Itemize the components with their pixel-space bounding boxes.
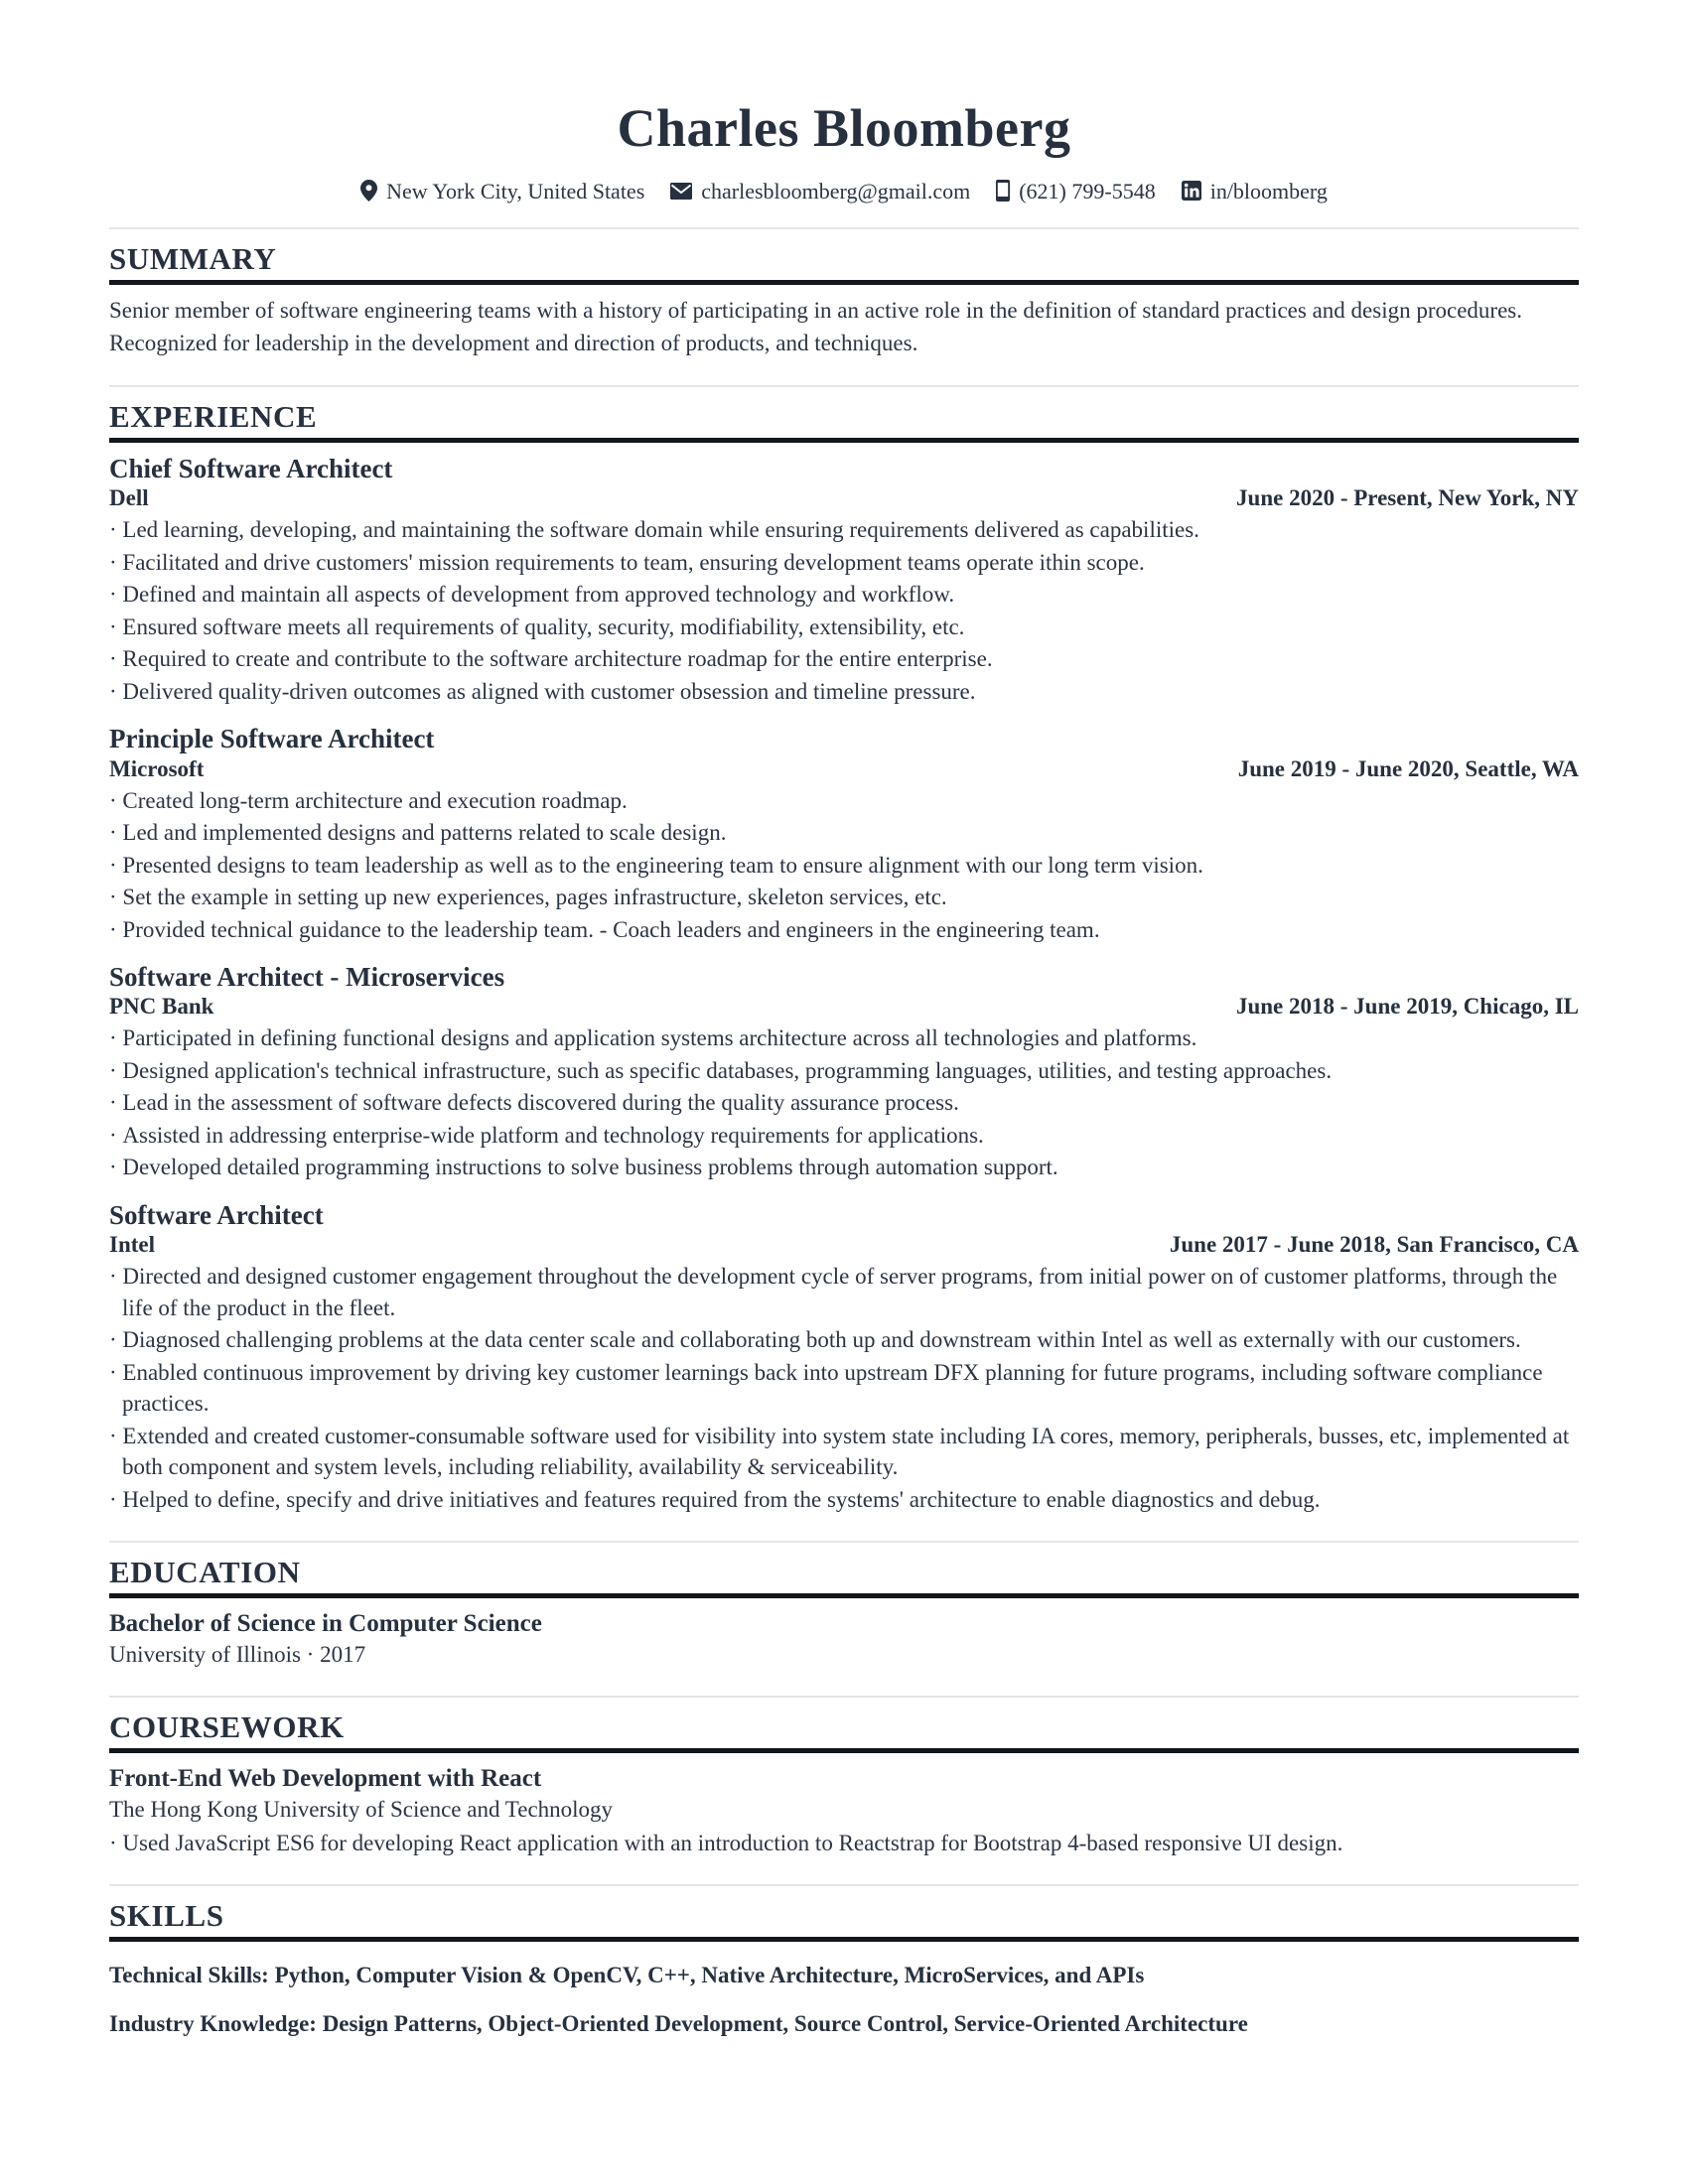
- summary-text: Senior member of software engineering teams with a history of participating in an active role in the definition of standard practices and design procedures. Recognized for leadership in the development and direction of products, and techniques.: [109, 297, 1522, 355]
- job-subheader: [109, 994, 1579, 1020]
- contact-linkedin-text: in/bloomberg: [1209, 179, 1328, 205]
- job-bullet: · Facilitated and drive customers' mission requirements to team, ensuring development teams operate ithin scope.: [109, 547, 1579, 579]
- job-company: Microsoft: [109, 755, 205, 781]
- section-rule: [109, 280, 1579, 285]
- contact-phone-text: (621) 799-5548: [1019, 179, 1156, 205]
- section-education: [109, 1541, 1579, 1670]
- school-and-year: University of Illinois · 2017: [109, 1642, 366, 1668]
- job-bullet: · Led and implemented designs and patterns related to scale design.: [109, 817, 1579, 849]
- linkedin-icon: [1182, 181, 1201, 201]
- job-bullet: · Presented designs to team leadership as well as to the engineering team to ensure alignment with our long term vision.: [109, 850, 1579, 882]
- section-skills: [109, 1884, 1579, 2039]
- job-dates-location: June 2017 - June 2018, San Francisco, CA: [1169, 1232, 1579, 1258]
- job-bullet: · Set the example in setting up new experiences, pages infrastructure, skeleton services, etc.: [109, 882, 1579, 913]
- job-bullet: · Led learning, developing, and maintaining the software domain while ensuring requirements delivered as capabilities.: [109, 514, 1579, 546]
- section-heading-summary: SUMMARY: [109, 241, 277, 277]
- course-bullets: [109, 1828, 1579, 1859]
- job-bullet: · Created long-term architecture and execution roadmap.: [109, 785, 1579, 817]
- job-bullet: · Designed application's technical infrastructure, such as specific databases, programming languages, utilities, and testing approaches.: [109, 1055, 1579, 1087]
- job-title: Principle Software Architect: [109, 724, 435, 754]
- job-bullets: [109, 1261, 1579, 1515]
- job-title: Software Architect: [109, 1199, 324, 1230]
- job-subheader: [109, 756, 1579, 782]
- job-company: Intel: [109, 1232, 155, 1258]
- coursework-item: [109, 1763, 1579, 1859]
- section-heading-education: EDUCATION: [109, 1555, 301, 1590]
- education-item: [109, 1608, 1579, 1670]
- experience-item: [109, 453, 1579, 707]
- job-subheader: [109, 485, 1579, 511]
- section-heading-coursework: COURSEWORK: [109, 1709, 345, 1745]
- contact-linkedin[interactable]: [1182, 179, 1328, 205]
- job-bullet: · Directed and designed customer engagement throughout the development cycle of server programs, from initial power on of customer platforms, through the life of the product in the fleet.: [109, 1261, 1579, 1323]
- contact-location-text: New York City, United States: [386, 179, 645, 205]
- skills-industry-knowledge: Industry Knowledge: Design Patterns, Object-Oriented Development, Source Control, Service-Oriented Architecture: [109, 2010, 1248, 2036]
- job-bullet: · Ensured software meets all requirements of quality, security, modifiability, extensibility, etc.: [109, 612, 1579, 643]
- skills-technical: Technical Skills: Python, Computer Vision & OpenCV, C++, Native Architecture, MicroServices, and APIs: [109, 1962, 1145, 1987]
- job-dates-location: June 2019 - June 2020, Seattle, WA: [1237, 755, 1579, 781]
- job-bullet: · Required to create and contribute to the software architecture roadmap for the entire enterprise.: [109, 643, 1579, 675]
- candidate-name: Charles Bloomberg: [617, 98, 1071, 158]
- job-company: Dell: [109, 485, 149, 511]
- section-rule: [109, 438, 1579, 443]
- job-bullet: · Diagnosed challenging problems at the data center scale and collaborating both up and downstream within Intel as well as externally with our customers.: [109, 1324, 1579, 1356]
- experience-list: [109, 453, 1579, 1516]
- contact-phone[interactable]: [996, 179, 1156, 205]
- section-coursework: [109, 1696, 1579, 1858]
- job-dates-location: June 2018 - June 2019, Chicago, IL: [1235, 994, 1579, 1020]
- section-heading-experience: EXPERIENCE: [109, 399, 318, 435]
- job-subheader: [109, 1232, 1579, 1258]
- experience-item: [109, 723, 1579, 945]
- location-pin-icon: [360, 180, 377, 202]
- section-rule: [109, 1593, 1579, 1598]
- job-bullet: · Participated in defining functional designs and application systems architecture across all technologies and platforms.: [109, 1023, 1579, 1054]
- course-institution: The Hong Kong University of Science and Technology: [109, 1796, 614, 1822]
- job-bullet: · Provided technical guidance to the leadership team. - Coach leaders and engineers in the engineering team.: [109, 914, 1579, 946]
- job-bullets: [109, 514, 1579, 707]
- job-company: PNC Bank: [109, 994, 214, 1020]
- experience-item: [109, 1199, 1579, 1515]
- job-dates-location: June 2020 - Present, New York, NY: [1236, 485, 1579, 511]
- job-bullet: · Lead in the assessment of software defects discovered during the quality assurance process.: [109, 1087, 1579, 1119]
- section-heading-skills: SKILLS: [109, 1898, 224, 1934]
- contact-row: [109, 179, 1579, 205]
- mobile-phone-icon: [996, 180, 1010, 202]
- job-title: Software Architect - Microservices: [109, 962, 505, 993]
- job-bullet: · Delivered quality-driven outcomes as aligned with customer obsession and timeline pressure.: [109, 676, 1579, 708]
- job-bullet: · Developed detailed programming instructions to solve business problems through automation support.: [109, 1152, 1579, 1183]
- resume-header: [109, 98, 1579, 205]
- section-rule: [109, 1748, 1579, 1753]
- envelope-icon: [670, 183, 692, 200]
- job-title: Chief Software Architect: [109, 453, 393, 483]
- job-bullets: [109, 785, 1579, 946]
- job-bullet: · Assisted in addressing enterprise-wide platform and technology requirements for applications.: [109, 1120, 1579, 1152]
- contact-email-text: charlesbloomberg@gmail.com: [701, 179, 971, 205]
- section-experience: [109, 385, 1579, 1515]
- job-bullet: · Extended and created customer-consumable software used for visibility into system state including IA cores, memory, peripherals, busses, etc, implemented at both component and system levels, including reliability, availability & serviceability.: [109, 1421, 1579, 1483]
- course-bullet: · Used JavaScript ES6 for developing React application with an introduction to Reactstrap for Bootstrap 4-based responsive UI design.: [109, 1828, 1579, 1859]
- section-rule: [109, 1937, 1579, 1942]
- job-bullets: [109, 1023, 1579, 1183]
- contact-location[interactable]: [360, 179, 645, 205]
- contact-email[interactable]: [670, 179, 971, 205]
- degree-title: Bachelor of Science in Computer Science: [109, 1609, 542, 1637]
- course-title: Front-End Web Development with React: [109, 1764, 542, 1792]
- job-bullet: · Helped to define, specify and drive initiatives and features required from the systems' architecture to enable diagnostics and debug.: [109, 1484, 1579, 1516]
- experience-item: [109, 961, 1579, 1183]
- job-bullet: · Enabled continuous improvement by driving key customer learnings back into upstream DFX planning for future programs, including software compliance practices.: [109, 1357, 1579, 1420]
- section-summary: [109, 227, 1579, 359]
- job-bullet: · Defined and maintain all aspects of development from approved technology and workflow.: [109, 579, 1579, 611]
